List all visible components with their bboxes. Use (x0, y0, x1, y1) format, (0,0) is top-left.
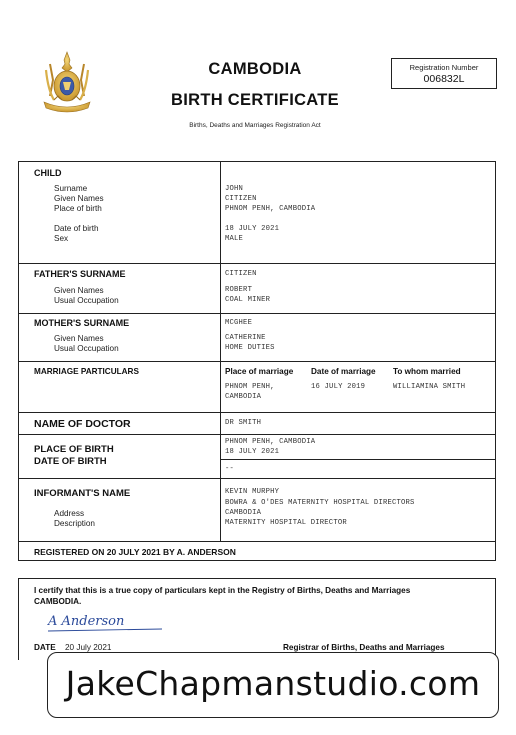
child-date-of-birth: 18 JULY 2021 (225, 225, 280, 233)
informant-address-label: Address (54, 509, 85, 518)
child-place-of-birth-label: Place of birth (54, 204, 102, 213)
informant-description-label: Description (54, 519, 95, 528)
date-of-birth-heading: DATE OF BIRTH (34, 456, 107, 467)
child-given-names-label: Given Names (54, 194, 104, 203)
informant-name: KEVIN MURPHY (225, 488, 280, 496)
mother-surname: MCGHEE (225, 319, 253, 327)
registrar-title: Registrar of Births, Deaths and Marriages (283, 643, 445, 652)
child-sex-label: Sex (54, 234, 69, 243)
child-place-of-birth: PHNOM PENH, CAMBODIA (225, 205, 316, 213)
document-title: CAMBODIA (208, 60, 302, 78)
mother-given-names-label: Given Names (54, 334, 104, 343)
father-given-names-label: Given Names (54, 286, 104, 295)
doctor-heading: NAME OF DOCTOR (34, 418, 131, 430)
certification-line1: I certify that this is a true copy of particulars kept in the Registry of Births, Deaths and Marriages (34, 586, 411, 595)
child-surname-label: Surname (54, 184, 88, 193)
marriage-date-label: Date of marriage (311, 367, 376, 376)
signature-text: A Anderson (48, 614, 125, 629)
registration-number-box (391, 58, 497, 89)
row-divider (18, 412, 496, 413)
marriage-place-line2: CAMBODIA (225, 393, 262, 401)
doctor-name: DR SMITH (225, 419, 262, 427)
certification-line2: CAMBODIA. (34, 597, 82, 606)
row-divider (18, 434, 496, 435)
marriage-place-line1: PHNOM PENH, (225, 383, 275, 391)
marriage-date: 16 JULY 2019 (311, 383, 366, 391)
father-given-names: ROBERT (225, 286, 253, 294)
informant-address-line2: CAMBODIA (225, 509, 262, 517)
marriage-heading: MARRIAGE PARTICULARS (34, 367, 139, 376)
mother-occupation: HOME DUTIES (225, 344, 275, 352)
informant-heading: INFORMANT'S NAME (34, 488, 131, 499)
father-occupation: COAL MINER (225, 296, 271, 304)
royal-crest-emblem (36, 50, 98, 116)
child-date-of-birth-label: Date of birth (54, 224, 99, 233)
row-divider (18, 313, 496, 314)
cell-divider (220, 459, 496, 460)
column-divider (220, 161, 221, 541)
certification-date: 20 July 2021 (65, 643, 112, 652)
informant-address-line1: BOWRA & O'DES MATERNITY HOSPITAL DIRECTORS (225, 499, 415, 507)
birth-extra: -- (225, 465, 235, 473)
mother-heading: MOTHER'S SURNAME (34, 318, 130, 328)
birth-place: PHNOM PENH, CAMBODIA (225, 438, 316, 446)
registration-number-label: Registration Number (409, 63, 479, 72)
registered-statement: REGISTERED ON 20 JULY 2021 BY A. ANDERSON (34, 547, 236, 557)
registration-number: 006832L (423, 73, 465, 85)
birth-date: 18 JULY 2021 (225, 448, 280, 456)
registration-act: Births, Deaths and Marriages Registration Act (189, 122, 321, 129)
certification-date-label: DATE (34, 643, 56, 652)
marriage-whom-label: To whom married (393, 367, 461, 376)
document-subtitle: BIRTH CERTIFICATE (171, 91, 339, 109)
father-heading: FATHER'S SURNAME (34, 269, 126, 279)
child-surname: JOHN (225, 185, 244, 193)
child-sex: MALE (225, 235, 244, 243)
marriage-whom: WILLIAMINA SMITH (393, 383, 466, 391)
mother-given-names: CATHERINE (225, 334, 266, 342)
row-divider (18, 478, 496, 479)
row-divider (18, 263, 496, 264)
child-heading: CHILD (34, 168, 62, 178)
father-occupation-label: Usual Occupation (54, 296, 119, 305)
mother-occupation-label: Usual Occupation (54, 344, 119, 353)
row-divider (18, 541, 496, 542)
registrar-signature (44, 607, 168, 635)
row-divider (18, 361, 496, 362)
watermark-banner: JakeChapmanstudio.com (47, 652, 499, 718)
place-of-birth-heading: PLACE OF BIRTH (34, 444, 114, 455)
informant-description: MATERNITY HOSPITAL DIRECTOR (225, 519, 347, 527)
child-given-names: CITIZEN (225, 195, 257, 203)
father-surname: CITIZEN (225, 270, 257, 278)
marriage-place-label: Place of marriage (225, 367, 294, 376)
